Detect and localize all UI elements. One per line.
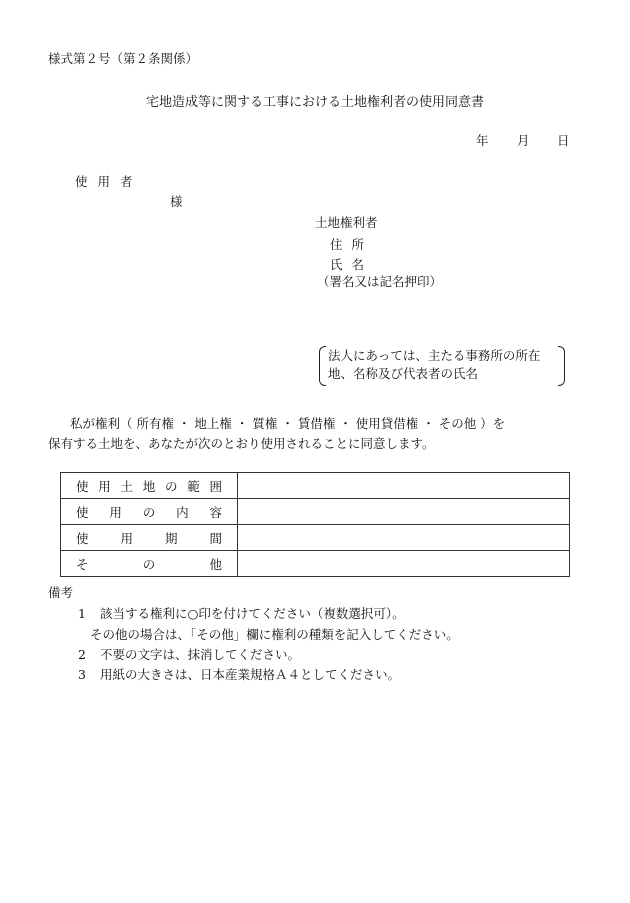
row-label: その他	[61, 551, 238, 577]
note-number: 1	[78, 606, 86, 621]
note-item	[78, 665, 400, 683]
note-text: 用紙の大きさは、日本産業規格Ａ４としてください。	[100, 667, 401, 682]
consent-statement-line: 私が権利（ 所有権 ・ 地上権 ・ 質権 ・ 賃借権 ・ 使用貸借権 ・ その他 ）を	[70, 416, 506, 431]
date-month-label: 月	[517, 133, 530, 148]
table-row	[61, 525, 570, 551]
address-label: 住所	[330, 237, 374, 252]
row-value-cell[interactable]	[238, 551, 570, 577]
note-number: 3	[78, 667, 86, 682]
row-value-cell[interactable]	[238, 499, 570, 525]
user-label: 使用者	[75, 174, 143, 189]
corporate-note-line: 地、名称及び代表者の氏名	[328, 366, 479, 381]
left-bracket	[319, 346, 326, 386]
notes-heading: 備考	[48, 585, 74, 600]
note-item	[78, 645, 300, 663]
note-item	[78, 604, 405, 622]
consent-statement-line: 保有する土地を、あなたが次のとおり使用されることに同意します。	[48, 436, 435, 451]
date-day-label: 日	[557, 133, 570, 148]
landowner-label: 土地権利者	[315, 215, 378, 230]
form-number: 様式第２号（第２条関係）	[48, 51, 199, 66]
document-title: 宅地造成等に関する工事における土地権利者の使用同意書	[145, 95, 484, 110]
row-label: 使用土地の範囲	[61, 473, 238, 499]
corporate-note-text	[328, 347, 540, 383]
date-year-label: 年	[476, 133, 489, 148]
usage-table	[60, 472, 570, 577]
note-text: 該当する権利に○印を付けてください（複数選択可）。	[100, 606, 405, 621]
row-label: 使用の内容	[61, 499, 238, 525]
corporate-note-line: 法人にあっては、主たる事務所の所在	[328, 348, 541, 363]
note-text: 不要の文字は、抹消してください。	[100, 647, 301, 662]
right-bracket	[558, 346, 565, 386]
row-value-cell[interactable]	[238, 525, 570, 551]
user-honorific: 様	[170, 194, 183, 209]
table-row	[61, 499, 570, 525]
row-label: 使用期間	[61, 525, 238, 551]
table-row	[61, 473, 570, 499]
corporate-note	[319, 346, 565, 386]
table-row	[61, 551, 570, 577]
note-continuation: その他の場合は、「その他」欄に権利の種類を記入してください。	[90, 627, 459, 642]
row-value-cell[interactable]	[238, 473, 570, 499]
name-label: 氏名	[330, 257, 374, 272]
note-number: 2	[78, 647, 86, 662]
signature-note: （署名又は記名押印）	[317, 274, 443, 289]
